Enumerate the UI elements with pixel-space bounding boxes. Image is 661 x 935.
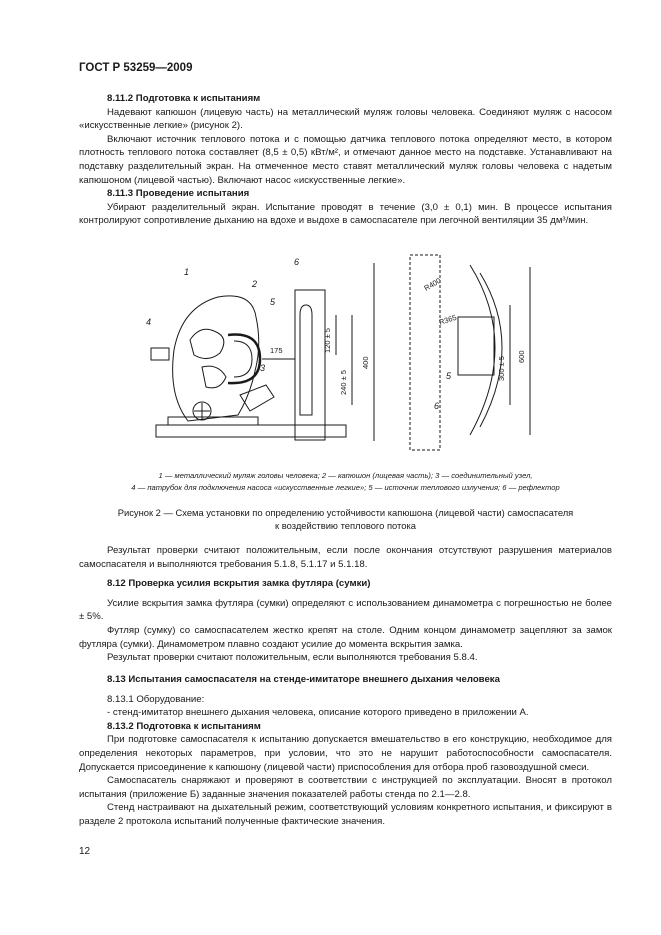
paragraph: Футляр (сумку) со самоспасателем жестко крепят на столе. Одним концом динамометр зацепляют за замок футляра (сумки). Динамометром плавно создают усилие до момента вскрытия замка. <box>79 624 612 650</box>
callout-6: 6 <box>294 257 300 267</box>
callout-4: 4 <box>146 317 152 327</box>
legend-line: 1 — металлический муляж головы человека; 2 — капюшон (лицевая часть); 3 — соединительный узел, <box>158 471 533 480</box>
caption-line: Рисунок 2 — Схема установки по определению устойчивости капюшона (лицевой части) самоспасателя <box>117 507 574 518</box>
dimension-label: 175 <box>270 346 283 355</box>
subsection-heading: 8.13.2 Подготовка к испытаниям <box>107 720 261 732</box>
subsection-heading: 8.11.2 Подготовка к испытаниям <box>107 93 261 104</box>
callout-3: 3 <box>260 363 266 373</box>
callout-2: 2 <box>252 279 258 289</box>
head-detail <box>202 366 226 388</box>
paragraph: Усилие вскрытия замка футляра (сумки) определяют с использованием динамометра с погрешностью не более ± 5%. <box>79 597 612 623</box>
section-8-13 <box>79 673 612 829</box>
dimension-label: 120 ± 5 <box>323 328 332 353</box>
callout-1: 1 <box>184 267 190 277</box>
reflector-arc-inner <box>480 273 502 427</box>
caption-line: к воздействию теплового потока <box>275 520 416 531</box>
section-8-11-2 <box>79 92 612 228</box>
pump-connector-tube <box>151 348 169 360</box>
heat-radiation-source <box>300 305 312 415</box>
figure-2-diagram <box>90 245 580 455</box>
hood-visor-inner <box>234 341 252 377</box>
paragraph: Надевают капюшон (лицевую часть) на металлический муляж головы человека. Соединяют муляж с насосом «искусственные легкие» (рисунок 2). <box>79 106 612 132</box>
reflector-arc-outer <box>470 265 495 435</box>
callout-5: 5 <box>270 297 276 307</box>
subsection-heading: 8.11.3 Проведение испытания <box>107 188 250 200</box>
base-plate <box>156 425 346 437</box>
dimension-label: 600 <box>517 350 526 363</box>
paragraph: Включают источник теплового потока и с помощью датчика теплового потока определяют место, в котором плотность теплового потока составляет (8,5 ± 0,5) кВт/м², и отмечают данное место на подставке. Устанавливают на подставку разделительный экран. На отмеченное место ставят металлический муляж головы человека с надетым капюшоном (лицевой частью). Включают насос «искусственные легкие». <box>79 133 612 186</box>
figure-caption <box>79 506 612 532</box>
dimension-label: 240 ± 5 <box>339 370 348 395</box>
document-header: ГОСТ Р 53259—2009 <box>79 62 193 74</box>
paragraph: Стенд настраивают на дыхательный режим, соответствующий условиям конкретного испытания, и фиксируют в разделе 2 протокола испытаний полученные фактические значения. <box>79 802 612 827</box>
hood-visor <box>228 335 260 384</box>
paragraph: Результат проверки считают положительным, если после окончания отсутствуют разрушения материалов самоспасателя и выполняются требования 5.1.8, 5.1.17 и 5.1.18. <box>79 545 612 570</box>
paragraph: 8.13.1 Оборудование: <box>107 693 205 705</box>
legend-line: 4 — патрубок для подключения насоса «искусственные легкие»; 5 — источник теплового излучения; 6 — рефлектор <box>131 483 560 492</box>
page-number: 12 <box>79 846 91 857</box>
dimension-label: R400 <box>422 275 443 293</box>
section-8-12 <box>79 544 612 665</box>
callout-5: 5 <box>446 371 452 381</box>
head-detail <box>190 329 224 358</box>
dimension-label: R365 <box>437 312 458 327</box>
dimension-label: 300 ± 5 <box>497 356 506 381</box>
section-heading: 8.12 Проверка усилия вскрытия замка футляра (сумки) <box>107 578 371 590</box>
section-heading: 8.13 Испытания самоспасателя на стенде-имитаторе внешнего дыхания человека <box>107 674 500 685</box>
paragraph: Результат проверки считают положительным, если выполняются требования 5.8.4. <box>107 652 478 664</box>
connector-unit <box>240 385 274 411</box>
paragraph: Самоспасатель снаряжают и проверяют в соответствии с инструкцией по эксплуатации. Вносят в протокол испытания (приложение Б) заданные значения показателей работы стенда по 2.1—2.8. <box>79 775 612 800</box>
paragraph: При подготовке самоспасателя к испытанию допускается вмешательство в его конструкцию, необходимое для определения некоторых параметров, при условии, что это не нарушит работоспособности самоспасателя. Допускается присоединение к капюшону (лицевой части) приспособления для отбора проб газовоздушной смеси. <box>79 734 612 773</box>
dimension-label: 400 <box>361 356 370 369</box>
paragraph: - стенд-имитатор внешнего дыхания человека, описание которого приведено в приложении А. <box>107 707 529 719</box>
figure-legend <box>79 470 612 494</box>
paragraph: Убирают разделительный экран. Испытание проводят в течение (3,0 ± 0,1) мин. В процессе испытания контролируют сопротивление дыханию на вдохе и выдохе в самоспасателе при легочной вентиляции 35 дм³/мин. <box>79 201 612 227</box>
source-plate <box>458 317 494 375</box>
callout-6: 6 <box>434 401 440 411</box>
head-dummy <box>173 296 259 421</box>
